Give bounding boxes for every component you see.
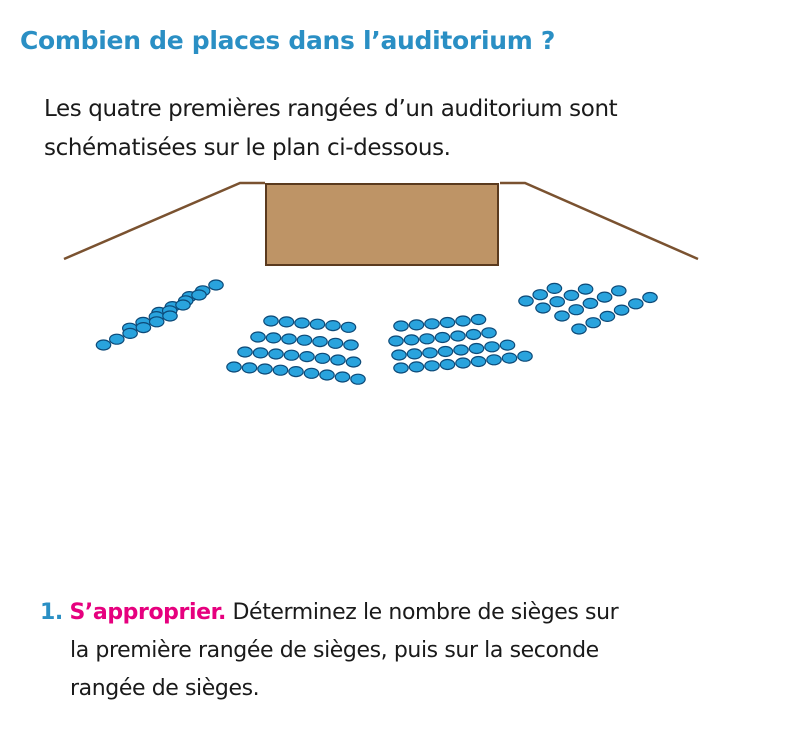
question-1 [40,594,760,708]
seat [227,362,241,372]
intro-line-1: Les quatre premières rangées d’un auditorium sont [44,96,618,122]
seat [409,320,423,330]
seat [555,311,569,321]
seat [425,361,439,371]
right-wall [500,183,698,259]
seat [258,364,272,374]
seat [547,283,561,293]
stage [266,184,498,265]
seat [269,349,283,359]
seat [328,338,342,348]
seat [176,300,190,310]
seat [264,316,278,326]
seat [500,340,514,350]
seat [572,324,586,334]
seat [266,333,280,343]
left-wall [64,183,265,259]
question-line-3: rangée de sièges. [70,676,260,701]
auditorium-plan [0,170,785,440]
seat [238,347,252,357]
seat [279,317,293,327]
seat [614,305,628,315]
seat [209,280,223,290]
seat [253,348,267,358]
seat [310,319,324,329]
seat [289,367,303,377]
seat [502,353,516,363]
seat [344,340,358,350]
seat [163,311,177,321]
seat [469,344,483,354]
seat [242,363,256,373]
seat-section-center-left [227,316,365,384]
seat [123,328,137,338]
seat [519,296,533,306]
seat [569,305,583,315]
seat [251,332,265,342]
seat [643,293,657,303]
seat [346,357,360,367]
seat [341,322,355,332]
seat [331,355,345,365]
seat [456,316,470,326]
seat-section-right-wing [519,283,657,334]
seat [533,290,547,300]
seat [425,319,439,329]
seat [597,292,611,302]
seat [420,334,434,344]
seat [629,299,643,309]
seat [320,370,334,380]
question-line-2: la première rangée de sièges, puis sur la seconde [70,638,599,663]
seat [586,318,600,328]
seat [284,350,298,360]
seat [435,333,449,343]
seat [550,297,564,307]
seat [485,342,499,352]
seat [136,323,150,333]
intro-text [44,90,744,168]
seat [300,352,314,362]
question-number: 1. [40,600,63,625]
seat [466,330,480,340]
seat [407,349,421,359]
question-text-1: Déterminez le nombre de sièges sur [232,600,619,625]
question-label: S’approprier. [69,600,226,625]
seat [440,360,454,370]
seat [394,321,408,331]
seat [518,351,532,361]
question-line-1 [40,594,760,632]
seat [536,303,550,313]
seat [454,345,468,355]
seat [487,355,501,365]
seat [409,362,423,372]
seat-section-left-wing [96,280,223,350]
seat [471,315,485,325]
seat [456,358,470,368]
seat [451,331,465,341]
seats-layer [96,280,657,384]
seat [482,328,496,338]
intro-line-2: schématisées sur le plan ci-dessous. [44,135,451,161]
seat [297,335,311,345]
seat [150,317,164,327]
seat [438,347,452,357]
seat [192,290,206,300]
seat [313,337,327,347]
seat-section-center-right [389,315,532,374]
seat [394,363,408,373]
seat [564,290,578,300]
seat [351,374,365,384]
seat [304,368,318,378]
seat [578,284,592,294]
seat [326,321,340,331]
seat [110,334,124,344]
seat [612,286,626,296]
seat [295,318,309,328]
seat [440,318,454,328]
seat [583,298,597,308]
page-title: Combien de places dans l’auditorium ? [20,26,556,55]
seat [389,336,403,346]
seat [282,334,296,344]
seat [96,340,110,350]
seat [404,335,418,345]
seat [315,353,329,363]
seat [600,311,614,321]
seat [335,372,349,382]
seat [423,348,437,358]
seat [273,365,287,375]
seat [471,357,485,367]
seat [392,350,406,360]
